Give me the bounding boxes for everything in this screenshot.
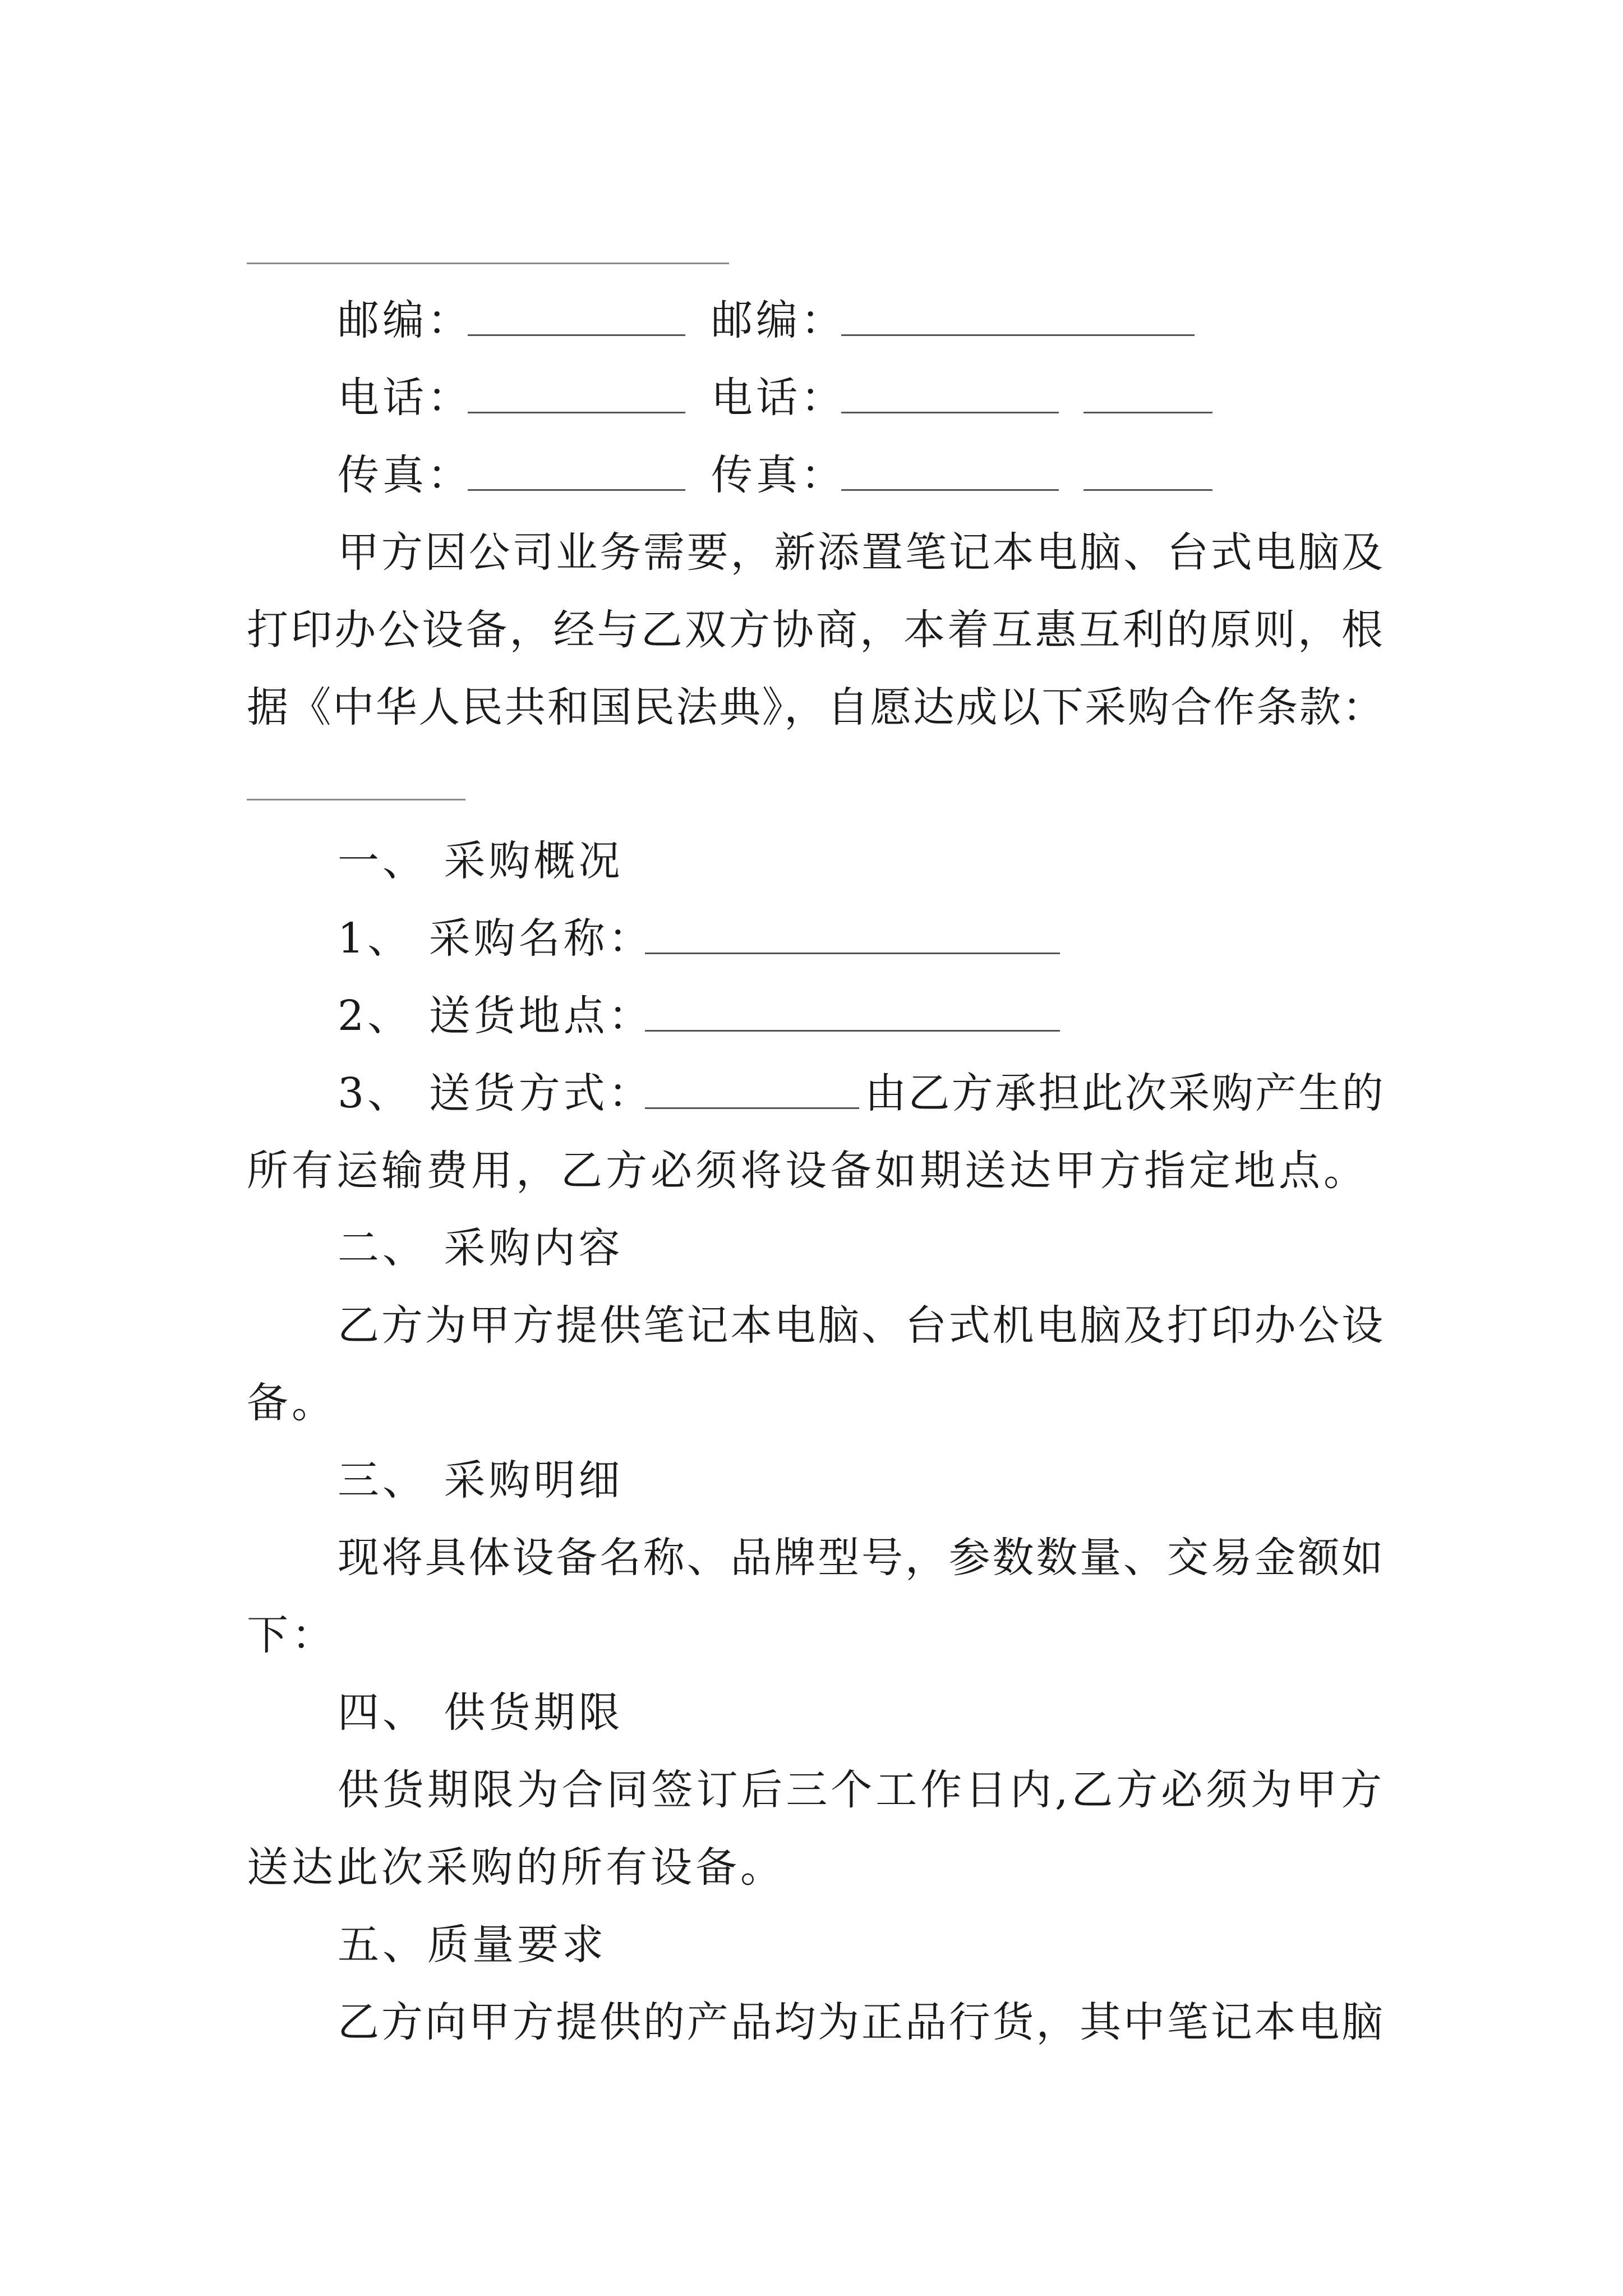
party-b-fax-field[interactable]: [841, 489, 1059, 491]
party-b-phone-field[interactable]: [841, 412, 1059, 413]
top-divider: [247, 263, 729, 264]
section3-text-1: 现将具体设备名称、品牌型号，参数数量、交易金额如: [338, 1534, 1385, 1582]
section-divider: [247, 799, 465, 800]
party-b-phone-field-extra[interactable]: [1083, 412, 1212, 413]
party-a-postcode-field[interactable]: [468, 334, 685, 336]
party-b-postcode-label: 邮编：: [711, 296, 846, 344]
preamble-text-2: 打印办公设备，经与乙双方协商，本着互惠互利的原则，根: [247, 606, 1385, 654]
section2-text-2: 备。: [247, 1379, 336, 1427]
delivery-method-field[interactable]: [645, 1107, 859, 1109]
section4-text-2: 送达此次采购的所有设备。: [247, 1843, 785, 1892]
procurement-name-field[interactable]: [645, 953, 1060, 954]
party-b-fax-label: 传真：: [711, 451, 846, 499]
party-a-phone-label: 电话：: [338, 374, 472, 422]
section5-heading-text: 五、质量要求: [338, 1921, 607, 1969]
section3-text-2: 下：: [247, 1611, 336, 1659]
preamble-text-1: 甲方因公司业务需要，新添置笔记本电脑、台式电脑及: [338, 528, 1385, 577]
party-b-phone-label: 电话：: [711, 374, 846, 422]
delivery-location-field[interactable]: [645, 1030, 1060, 1032]
procurement-name-label: 1、 采购名称：: [338, 914, 653, 963]
section5-text-1: 乙方向甲方提供的产品均为正品行货，其中笔记本电脑: [338, 1998, 1385, 2046]
section2-heading-text: 二、 采购内容: [338, 1224, 624, 1272]
delivery-method-text-2: 所有运输费用，乙方必须将设备如期送达甲方指定地点。: [247, 1147, 1368, 1195]
party-a-fax-field[interactable]: [468, 489, 685, 491]
party-b-fax-field-extra[interactable]: [1083, 489, 1212, 491]
party-a-phone-field[interactable]: [468, 412, 685, 413]
section4-heading-text: 四、 供货期限: [338, 1688, 624, 1737]
party-a-postcode-label: 邮编：: [338, 296, 472, 344]
delivery-method-label: 3、 送货方式：: [338, 1069, 653, 1117]
section3-heading-text: 三、 采购明细: [338, 1456, 624, 1504]
delivery-location-label: 2、 送货地点：: [338, 992, 653, 1040]
party-a-fax-label: 传真：: [338, 451, 472, 499]
section1-heading-text: 一、 采购概况: [338, 837, 624, 885]
section4-text-1: 供货期限为合同签订后三个工作日内,乙方必须为甲方: [338, 1766, 1385, 1814]
section2-text-1: 乙方为甲方提供笔记本电脑、台式机电脑及打印办公设: [338, 1301, 1385, 1350]
delivery-method-tail: 由乙方承担此次采购产生的: [865, 1069, 1385, 1117]
preamble-text-3: 据《中华人民共和国民法典》，自愿达成以下采购合作条款：: [247, 683, 1385, 731]
party-b-postcode-field[interactable]: [841, 334, 1195, 336]
